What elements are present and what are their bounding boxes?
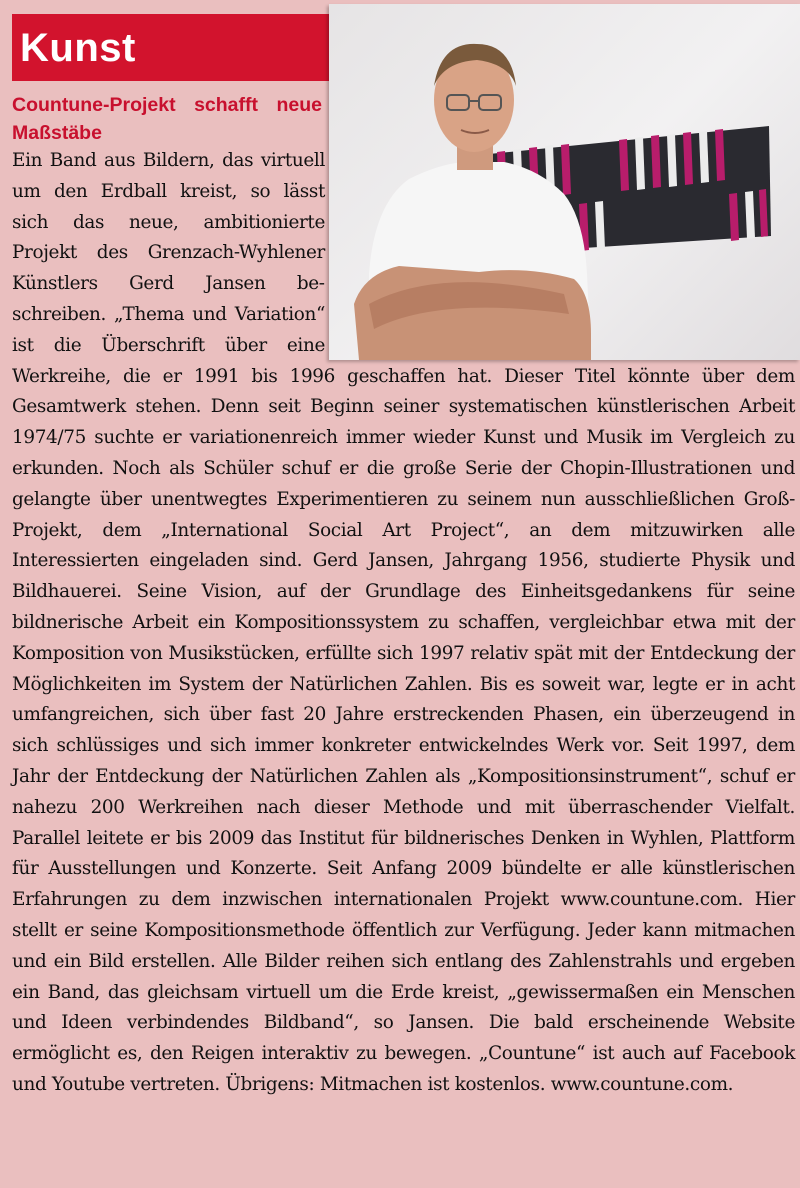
article-body-container (12, 146, 795, 1186)
photo-float-spacer (325, 146, 795, 350)
article-body: Ein Band aus Bildern, das virtuell um den Erdball kreist, so lässt sich das neue, ambitionierte Projekt des Grenzach-Wyhlener Künstlers Gerd Jansen beschreiben. „Thema und Variation“ ist die Überschrift über eine Werkreihe, die er 1991 bis 1996 geschaffen hat. Dieser Titel könnte über dem Gesamtwerk stehen. Denn seit Beginn seiner systematischen künstlerischen Arbeit 1974/75 suchte er variationenreich immer wieder Kunst und Musik im Vergleich zu erkunden. Noch als Schüler schuf er die große Serie der Chopin-Illustrationen und gelangte über unentwegtes Experimentieren zu seinem nun ausschließlichen Groß-Projekt, dem „International Social Art Project“, an dem mitzuwirken alle Interessierten eingeladen sind. Gerd Jansen, Jahrgang 1956, studierte Physik und Bildhauerei. Seine Vision, auf der Grundlage des Einheitsgedankens für seine bildnerische Arbeit ein Kompositionssystem zu schaffen, vergleichbar etwa mit der Komposition von Musikstücken, erfüllte sich 1997 relativ spät mit der Entdeckung der Möglichkeiten im System der Natürlichen Zahlen. Bis es soweit war, legte er in acht umfangreichen, sich über fast 20 Jahre erstreckenden Phasen, ein überzeugend in sich schlüssiges und sich immer konkreter entwickelndes Werk vor. Seit 1997, dem Jahr der Entdeckung der Natürlichen Zahlen als „Kompositionsinstrument“, schuf er nahezu 200 Werkreihen nach dieser Methode und mit überraschender Vielfalt. Parallel leitete er bis 2009 das Institut für bildnerisches Denken in Wyhlen, Plattform für Ausstellungen und Konzerte. Seit Anfang 2009 bündelte er alle künstlerischen Erfahrungen zu dem inzwischen internationalen Projekt www.countune.com. Hier stellt er seine Kompositionsmethode öffentlich zur Verfügung. Jeder kann mitmachen und ein Bild erstellen. Alle Bilder reihen sich entlang des Zahlenstrahls und ergeben ein Band, das gleichsam virtuell um die Erde kreist, „gewissermaßen ein Menschen und Ideen verbindendes Bildband“, so Jansen. Die bald erscheinende Website ermöglicht es, den Reigen interaktiv zu bewegen. „Countune“ ist auch auf Facebook und Youtube vertreten. Übrigens: Mitmachen ist kostenlos. www.countune.com. (12, 150, 795, 1095)
section-title: Kunst (20, 26, 136, 70)
article-headline: Countune-Projekt schafft neue Maßstäbe (12, 94, 322, 144)
